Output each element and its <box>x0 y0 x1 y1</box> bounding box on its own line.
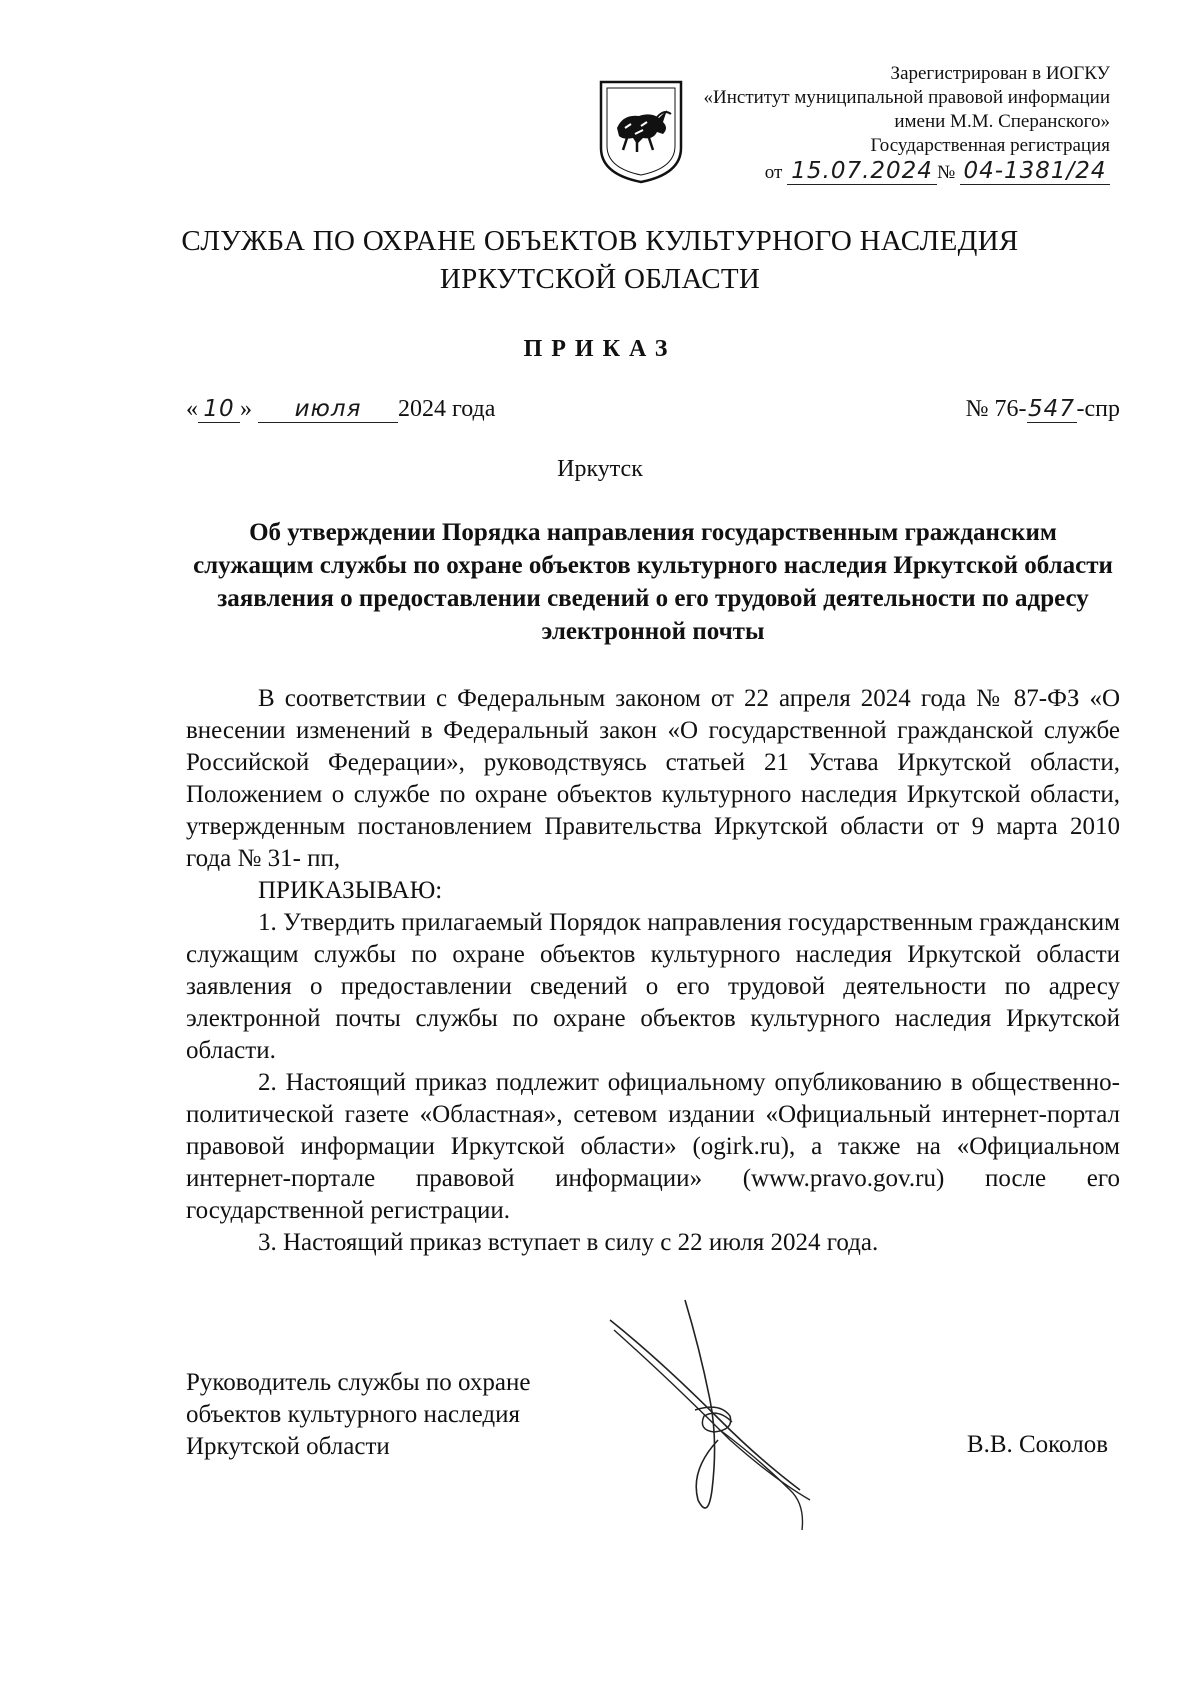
order-item-1: 1. Утвердить прилагаемый Порядок направления государственным гражданским служащим службы по охране объектов культурного наследия Иркутской области заявления о предоставлении сведений о его трудовой деятельности по адресу электронной почты службы по охране объектов культурного наследия Иркутской области. <box>186 909 1120 1064</box>
date-day: 10 <box>198 396 240 423</box>
registration-date-line <box>650 158 1110 185</box>
order-item-3: 3. Настоящий приказ вступает в силу с 22 июля 2024 года. <box>258 1229 879 1256</box>
signatory-position <box>186 1367 530 1463</box>
registration-line-2: «Институт муниципальной правовой информации <box>703 87 1110 108</box>
registration-line-3: имени М.М. Сперанского» <box>894 111 1110 132</box>
agency-name-line-2: ИРКУТСКОЙ ОБЛАСТИ <box>439 263 761 295</box>
date-year: 2024 года <box>398 396 496 422</box>
signatory-name: В.В. Соколов <box>966 1431 1108 1458</box>
position-line-2: объектов культурного наследия <box>186 1401 520 1428</box>
registration-date: 15.07.2024 <box>787 158 937 185</box>
document-type: ПРИКАЗ <box>523 336 677 362</box>
registration-number-prefix: № <box>937 162 956 183</box>
date-close-quote: » <box>240 396 252 422</box>
handwritten-signature <box>600 1290 880 1540</box>
registration-stamp <box>650 62 1110 185</box>
registration-number: 04-1381/24 <box>960 158 1110 185</box>
registration-line-1: Зарегистрирован в ИОГКУ <box>890 63 1110 84</box>
agency-name-line-1: СЛУЖБА ПО ОХРАНЕ ОБЪЕКТОВ КУЛЬТУРНОГО НАСЛЕДИЯ <box>181 225 1019 257</box>
date-month: июля <box>258 396 398 423</box>
number-handwritten: 547 <box>1028 396 1075 422</box>
city: Иркутск <box>557 456 643 482</box>
position-line-1: Руководитель службы по охране <box>186 1369 531 1396</box>
registration-date-prefix: от <box>764 162 783 183</box>
number-prefix: № 76- <box>965 396 1027 422</box>
order-number <box>966 396 1120 423</box>
number-suffix: -спр <box>1076 396 1120 422</box>
document-title: Об утверждении Порядка направления государственным гражданским служащим службы по охране объектов культурного наследия Иркутской области заявления о предоставлении сведений о его трудовой деятельности по адресу электронной почты <box>193 519 1113 645</box>
position-line-3: Иркутской области <box>186 1433 390 1460</box>
document-body <box>186 683 1120 1259</box>
coat-of-arms-icon <box>597 78 685 186</box>
order-item-2: 2. Настоящий приказ подлежит официальному опубликованию в общественно-политической газете «Областная», сетевом издании «Официальный интернет-портал правовой информации Иркутской области» (ogirk.ru), а также на «Официальном интернет-портале правовой информации» (www.pravo.gov.ru) после его государственной регистрации. <box>186 1069 1120 1224</box>
agency-name <box>0 222 1200 298</box>
order-word: ПРИКАЗЫВАЮ: <box>258 877 443 904</box>
order-date <box>186 396 495 423</box>
preamble-paragraph: В соответствии с Федеральным законом от 22 апреля 2024 года № 87-ФЗ «О внесении изменений в Федеральный закон «О государственной гражданской службе Российской Федерации», руководствуясь статьей 21 Устава Иркутской области, Положением о службе по охране объектов культурного наследия Иркутской области, утвержденным постановлением Правительства Иркутской области от 9 марта 2010 года № 31- пп, <box>186 685 1120 872</box>
registration-line-4: Государственная регистрация <box>870 135 1110 156</box>
date-open-quote: « <box>186 396 198 422</box>
